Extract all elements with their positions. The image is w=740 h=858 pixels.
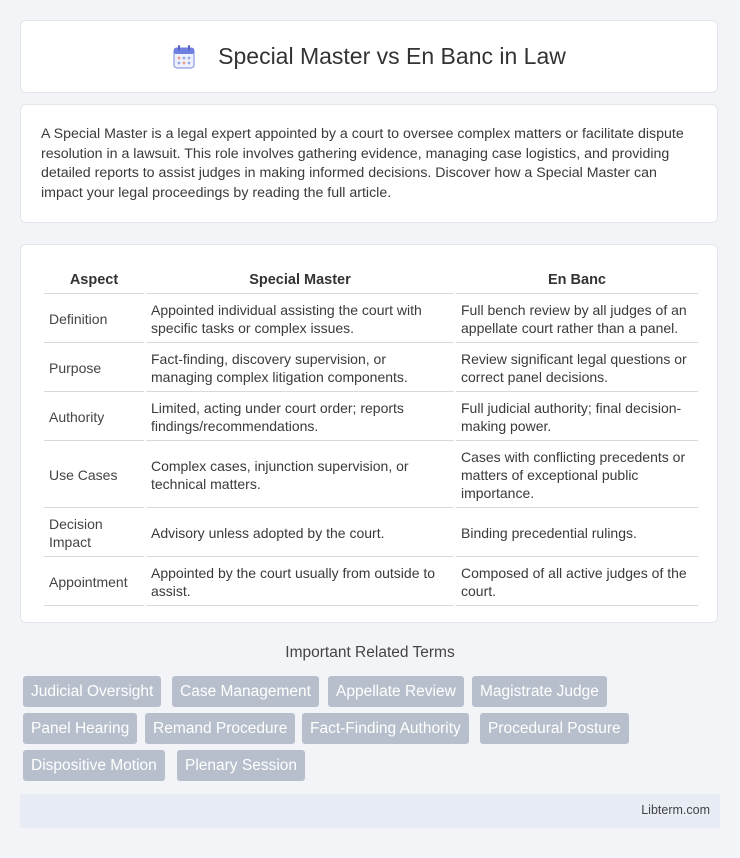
row-aspect: Authority bbox=[44, 394, 144, 441]
header-en-banc: En Banc bbox=[456, 267, 698, 294]
tag-case-management[interactable]: Case Management bbox=[172, 676, 319, 707]
intro-card bbox=[20, 104, 718, 223]
intro-text: A Special Master is a legal expert appointed by a court to oversee complex matters or facilitate dispute resolution in a lawsuit. This role involves gathering evidence, managing case logistics, and providing detailed reports to assist judges in making informed decisions. Discover how a Special Master can impact your legal proceedings by reading the full article. bbox=[41, 126, 684, 201]
table-row bbox=[44, 559, 698, 606]
row-en-banc: Composed of all active judges of the court. bbox=[456, 559, 698, 606]
related-terms-title: Important Related Terms bbox=[285, 644, 455, 661]
header-special-master: Special Master bbox=[146, 267, 454, 294]
row-aspect: Use Cases bbox=[44, 443, 144, 508]
row-en-banc: Full bench review by all judges of an appellate court rather than a panel. bbox=[456, 296, 698, 343]
row-special-master: Complex cases, injunction supervision, or technical matters. bbox=[146, 443, 454, 508]
table-row bbox=[44, 510, 698, 557]
tag-plenary-session[interactable]: Plenary Session bbox=[177, 750, 305, 781]
row-en-banc: Review significant legal questions or correct panel decisions. bbox=[456, 345, 698, 392]
tag-judicial-oversight[interactable]: Judicial Oversight bbox=[23, 676, 161, 707]
table-row bbox=[44, 345, 698, 392]
tag-appellate-review[interactable]: Appellate Review bbox=[328, 676, 464, 707]
title-card bbox=[20, 20, 718, 93]
table-header-row bbox=[44, 267, 698, 294]
row-special-master: Limited, acting under court order; reports findings/recommendations. bbox=[146, 394, 454, 441]
comparison-table bbox=[42, 265, 700, 608]
row-special-master: Appointed by the court usually from outside to assist. bbox=[146, 559, 454, 606]
row-special-master: Appointed individual assisting the court with specific tasks or complex issues. bbox=[146, 296, 454, 343]
row-en-banc: Binding precedential rulings. bbox=[456, 510, 698, 557]
table-row bbox=[44, 296, 698, 343]
tag-procedural-posture[interactable]: Procedural Posture bbox=[480, 713, 629, 744]
footer-site-link[interactable]: Libterm.com bbox=[641, 803, 710, 817]
row-special-master: Advisory unless adopted by the court. bbox=[146, 510, 454, 557]
row-aspect: Appointment bbox=[44, 559, 144, 606]
row-en-banc: Cases with conflicting precedents or matters of exceptional public importance. bbox=[456, 443, 698, 508]
tag-magistrate-judge[interactable]: Magistrate Judge bbox=[472, 676, 607, 707]
tag-panel-hearing[interactable]: Panel Hearing bbox=[23, 713, 137, 744]
row-aspect: Purpose bbox=[44, 345, 144, 392]
tag-remand-procedure[interactable]: Remand Procedure bbox=[145, 713, 295, 744]
footer bbox=[20, 794, 720, 828]
row-aspect: Definition bbox=[44, 296, 144, 343]
table-row bbox=[44, 443, 698, 508]
row-en-banc: Full judicial authority; final decision-making power. bbox=[456, 394, 698, 441]
row-aspect: Decision Impact bbox=[44, 510, 144, 557]
row-special-master: Fact-finding, discovery supervision, or managing complex litigation components. bbox=[146, 345, 454, 392]
tag-fact-finding-authority[interactable]: Fact-Finding Authority bbox=[302, 713, 469, 744]
page-title: Special Master vs En Banc in Law bbox=[218, 43, 566, 69]
tag-dispositive-motion[interactable]: Dispositive Motion bbox=[23, 750, 165, 781]
comparison-card bbox=[20, 244, 718, 623]
calendar-icon bbox=[172, 44, 196, 70]
header-aspect: Aspect bbox=[44, 267, 144, 294]
table-row bbox=[44, 394, 698, 441]
